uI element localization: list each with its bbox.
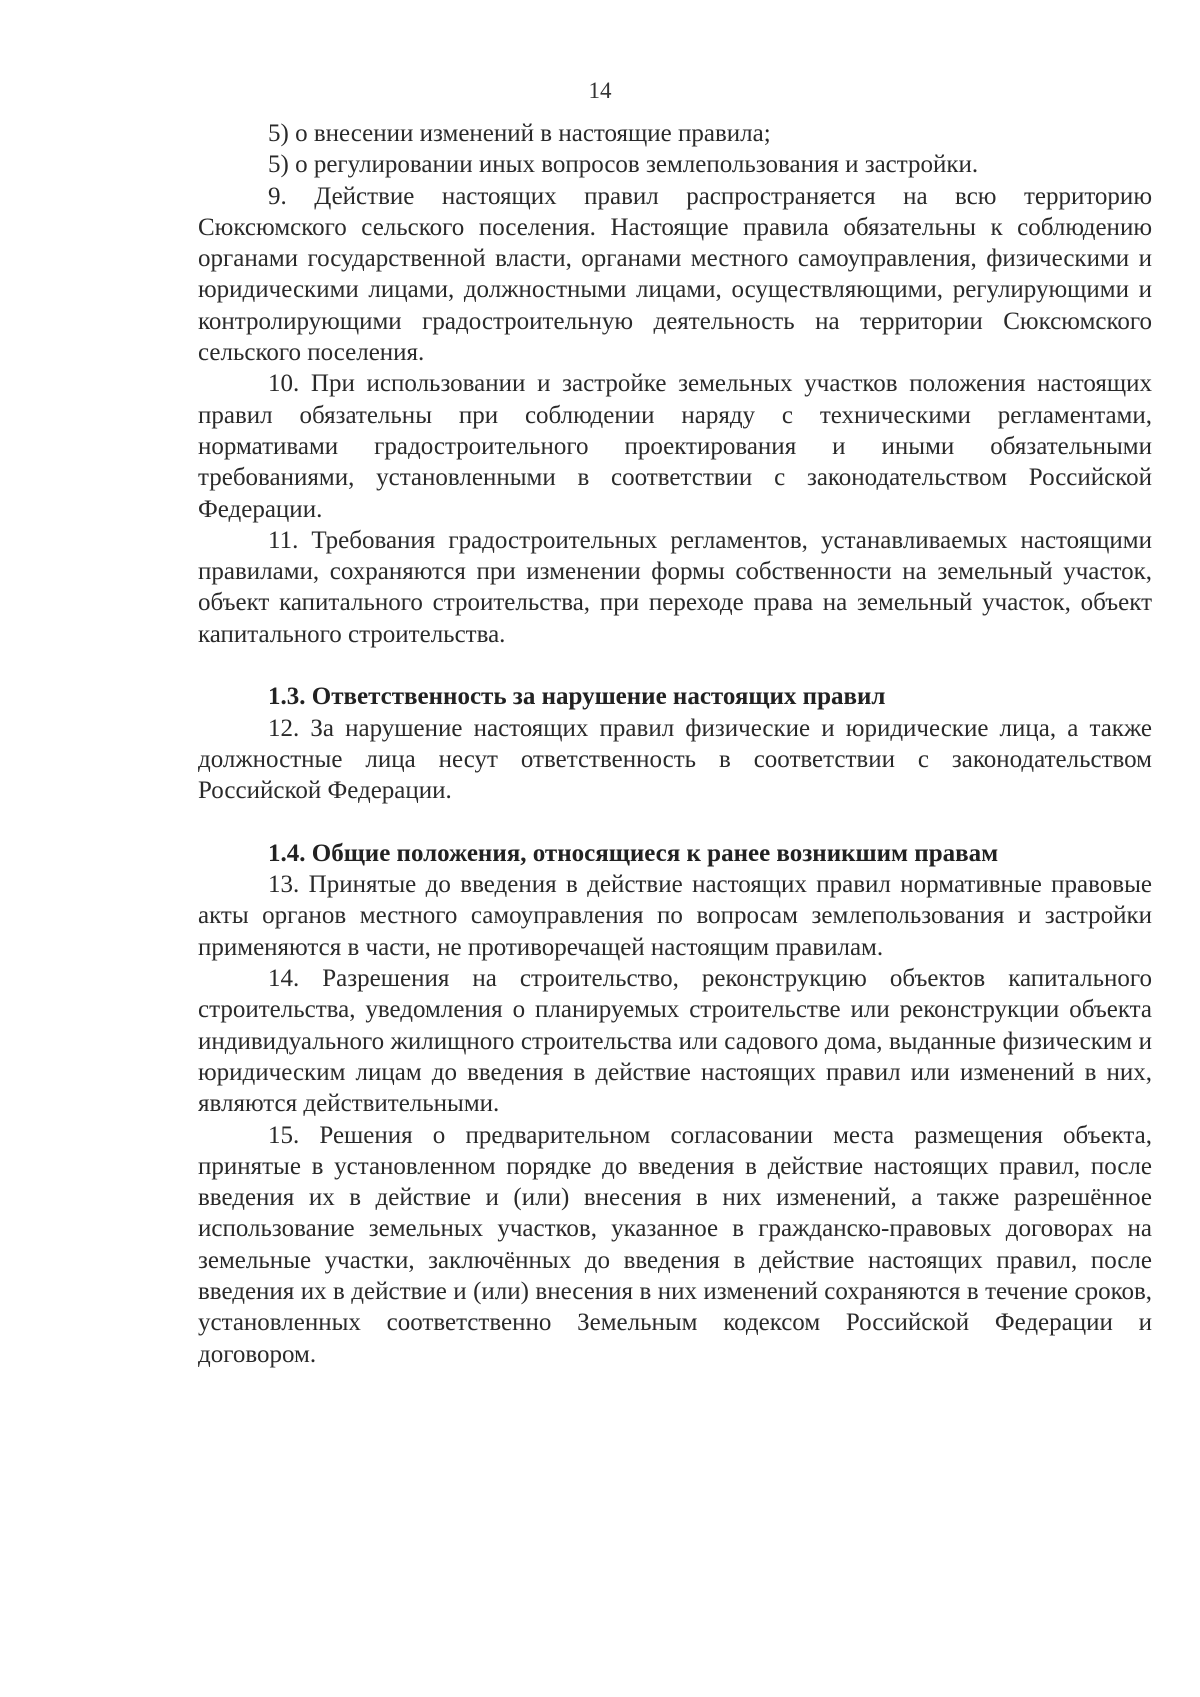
paragraph-item-9: 9. Действие настоящих правил распространяется на всю территорию Сюксюмского сельского поселения. Настоящие правила обязательны к соблюдению органами государственной власти, органами местного самоуправления, физическими и юридическими лицами, должностными лицами, осуществляющими, регулирующими и контролирующими градостроительную деятельность на территории Сюксюмского сельского поселения. xyxy=(198,182,1152,367)
document-body xyxy=(198,118,1152,1370)
paragraph-item-12: 12. За нарушение настоящих правил физические и юридические лица, а также должностные лица несут ответственность в соответствии с законодательством Российской Федерации. xyxy=(198,714,1152,805)
paragraph-item-11: 11. Требования градостроительных регламентов, устанавливаемых настоящими правилами, сохраняются при изменении формы собственности на земельный участок, объект капитального строительства, при переходе права на земельный участок, объект капитального строительства. xyxy=(198,526,1152,648)
paragraph-item-5b: 5) о регулировании иных вопросов землепользования и застройки. xyxy=(268,151,979,179)
section-spacer xyxy=(198,807,1152,838)
paragraph-item-5a: 5) о внесении изменений в настоящие правила; xyxy=(268,120,771,147)
paragraph-item-10: 10. При использовании и застройке земельных участков положения настоящих правил обязательны при соблюдении наряду с техническими регламентами, нормативами градостроительного проектирования и иными обязательными требованиями, установленными в соответствии с законодательством Российской Федерации. xyxy=(198,370,1152,523)
paragraph-item-13: 13. Принятые до введения в действие настоящих правил нормативные правовые акты органов местного самоуправления по вопросам землепользования и застройки применяются в части, не противоречащей настоящим правилам. xyxy=(198,871,1152,961)
section-heading-1-4: 1.4. Общие положения, относящиеся к ранее возникшим правам xyxy=(268,839,999,867)
section-heading-1-3: 1.3. Ответственность за нарушение настоящих правил xyxy=(268,683,886,711)
paragraph-item-14: 14. Разрешения на строительство, реконструкцию объектов капитального строительства, уведомления о планируемых строительстве или реконструкции объекта индивидуального жилищного строительства или садового дома, выданные физическим и юридическим лицам до введения в действие настоящих правил или изменений в них, являются действительными. xyxy=(198,965,1152,1118)
page-number: 14 xyxy=(588,78,612,103)
paragraph-item-15: 15. Решения о предварительном согласовании места размещения объекта, принятые в установленном порядке до введения в действие настоящих правил, после введения их в действие и (или) внесения в них изменений, а также разрешённое использование земельных участков, указанное в гражданско-правовых договорах на земельные участки, заключённых до введения в действие настоящих правил, после введения их в действие и (или) внесения в них изменений сохраняются в течение сроков, установленных соответственно Земельным кодексом Российской Федерации и договором. xyxy=(198,1121,1152,1368)
section-spacer xyxy=(198,650,1152,681)
